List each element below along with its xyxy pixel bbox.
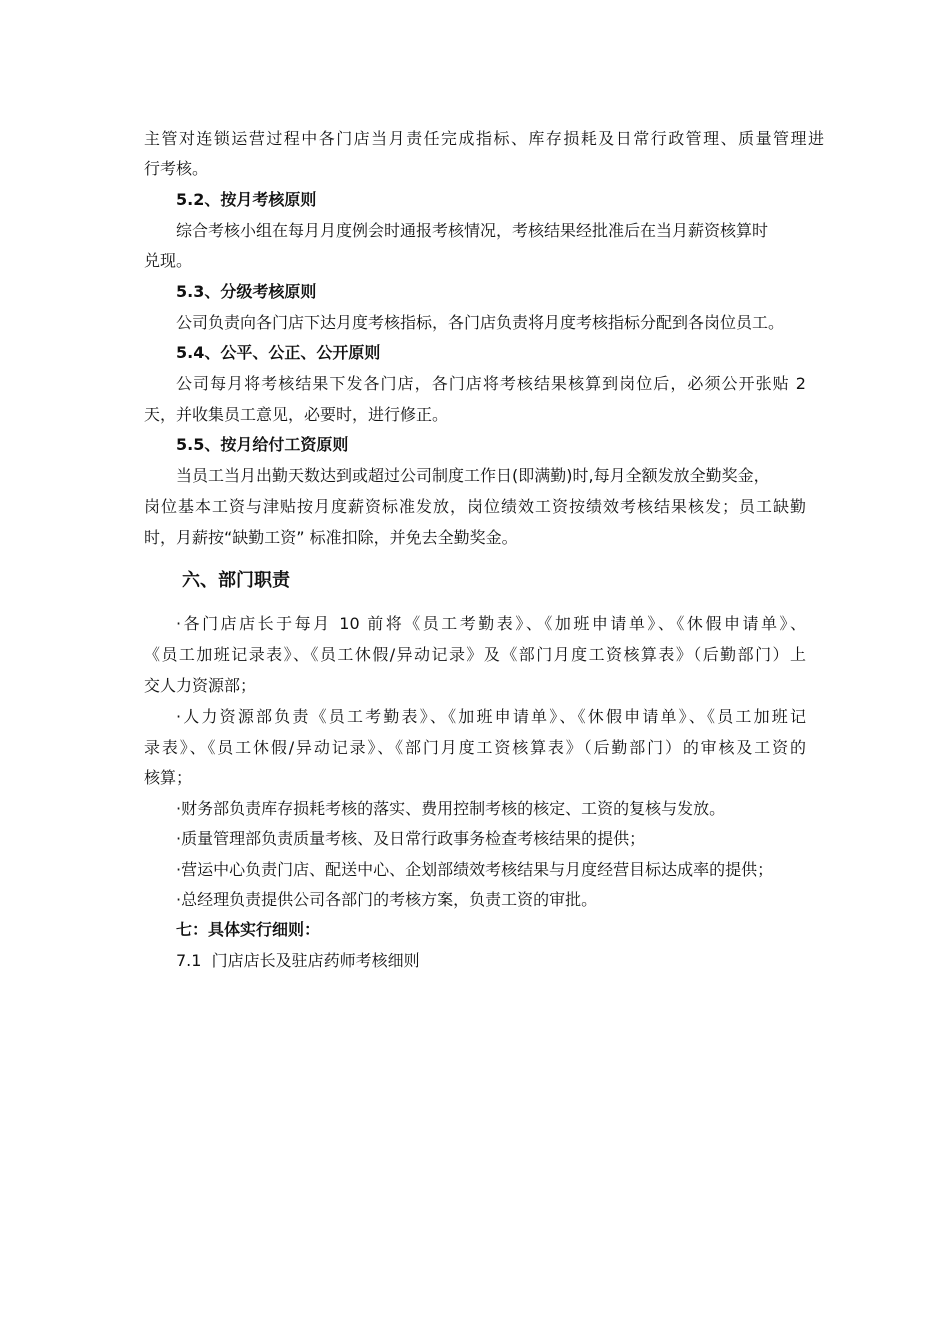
section-6-item-1-line-1: ·各门店店长于每月 10 前将《员工考勤表》、《加班申请单》、《休假申请单》、 bbox=[176, 614, 806, 633]
section-6-item-3: ·财务部负责库存损耗考核的落实、费用控制考核的核定、工资的复核与发放。 bbox=[176, 799, 726, 818]
section-5-5-line-1: 当员工当月出勤天数达到或超过公司制度工作日(即满勤)时,每月全额发放全勤奖金， bbox=[176, 466, 770, 485]
section-6-item-2-line-1: ·人力资源部负责《员工考勤表》、《加班申请单》、《休假申请单》、《员工加班记 bbox=[176, 707, 806, 726]
section-5-5-heading: 5.5、按月给付工资原则 bbox=[176, 435, 349, 454]
section-5-4-line-2: 天，并收集员工意见，必要时，进行修正。 bbox=[144, 405, 449, 424]
section-5-2-line-1: 综合考核小组在每月月度例会时通报考核情况，考核结果经批准后在当月薪资核算时 bbox=[176, 221, 769, 240]
section-5-2-line-2: 兑现。 bbox=[144, 251, 193, 270]
section-5-3-line-1: 公司负责向各门店下达月度考核指标，各门店负责将月度考核指标分配到各岗位员工。 bbox=[176, 313, 785, 332]
section-6-item-1-line-2: 《员工加班记录表》、《员工休假/异动记录》及《部门月度工资核算表》（后勤部门）上 bbox=[144, 645, 806, 664]
section-6-item-2-line-2: 录表》、《员工休假/异动记录》、《部门月度工资核算表》（后勤部门）的审核及工资的 bbox=[144, 738, 806, 757]
section-7-1-subheading: 7.1 门店店长及驻店药师考核细则 bbox=[176, 951, 420, 970]
section-6-item-1-line-3: 交人力资源部； bbox=[144, 676, 257, 695]
section-5-4-heading: 5.4、公平、公正、公开原则 bbox=[176, 343, 381, 362]
section-6-heading: 六、部门职责 bbox=[182, 570, 290, 591]
section-6-item-2-line-3: 核算； bbox=[144, 768, 193, 787]
section-7-heading: 七：具体实行细则： bbox=[176, 920, 321, 939]
section-5-3-heading: 5.3、分级考核原则 bbox=[176, 282, 317, 301]
intro-line-2: 行考核。 bbox=[144, 159, 209, 178]
section-5-2-heading: 5.2、按月考核原则 bbox=[176, 190, 317, 209]
section-6-item-6: ·总经理负责提供公司各部门的考核方案，负责工资的审批。 bbox=[176, 890, 598, 909]
section-5-4-line-1: 公司每月将考核结果下发各门店，各门店将考核结果核算到岗位后，必须公开张贴 2 bbox=[176, 374, 806, 393]
intro-line-1: 主管对连锁运营过程中各门店当月责任完成指标、库存损耗及日常行政管理、质量管理进 bbox=[144, 129, 824, 148]
section-5-5-line-3: 时，月薪按“缺勤工资” 标准扣除，并免去全勤奖金。 bbox=[144, 528, 518, 547]
section-6-item-5: ·营运中心负责门店、配送中心、企划部绩效考核结果与月度经营目标达成率的提供； bbox=[176, 860, 774, 879]
section-6-item-4: ·质量管理部负责质量考核、及日常行政事务检查考核结果的提供； bbox=[176, 829, 646, 848]
section-5-5-line-2: 岗位基本工资与津贴按月度薪资标准发放，岗位绩效工资按绩效考核结果核发；员工缺勤 bbox=[144, 497, 806, 516]
